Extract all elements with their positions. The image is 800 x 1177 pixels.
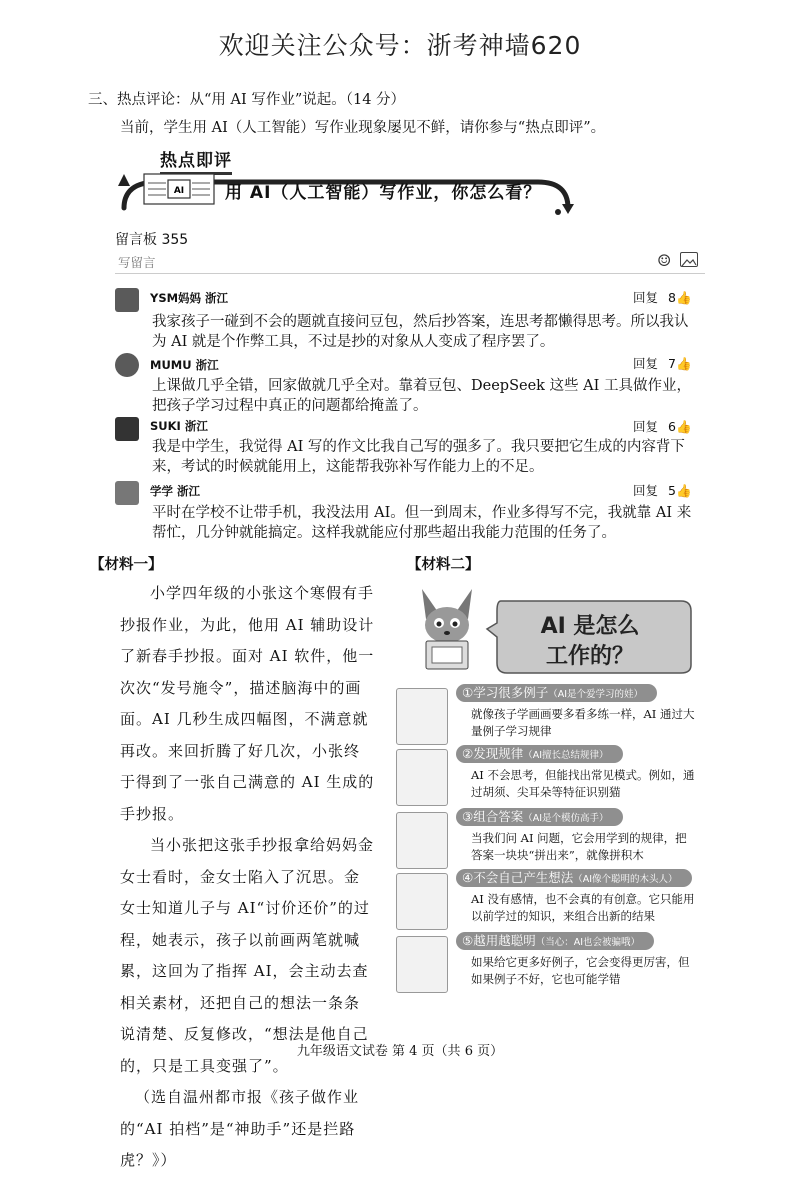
material-one-paragraph: 小学四年级的小张这个寒假有手抄报作业，为此，他用 AI 辅助设计了新春手抄报。面对 AI 软件，他一次次“发号施令”，描述脑海中的画面。AI 几秒生成四幅图，不满意就再改。来回折腾了好几次，小张终于得到了一张自己满意的 AI 生成的手抄报。 [120,584,375,823]
reply-button[interactable]: 回复 [633,419,659,434]
image-icon[interactable] [680,252,698,267]
growth-robot-icon [396,936,448,993]
question-title: 三、热点评论：从“用 AI 写作业”说起。（14 分） [88,92,406,108]
banner-question: 用 AI（人工智能）写作业，你怎么看？ [225,183,542,203]
ai-step-description: 当我们问 AI 问题，它会用学到的规律，把答案一块块“拼出来”，就像拼积木 [471,831,687,862]
watermark-text: 欢迎关注公众号：浙考神墙620 [218,31,582,60]
avatar [115,288,139,312]
avatar [115,417,139,441]
like-count: 7 [668,356,676,371]
hot-comment-label: 热点即评 [160,146,232,175]
reply-button[interactable]: 回复 [633,356,659,371]
comment-meta [633,417,692,435]
comment-user: MUMU 浙江 [150,358,219,372]
robot-idea-icon [396,873,448,930]
ai-step-heading: ⑤越用越聪明（当心：AI也会被骗哦） [456,932,654,950]
material-one-body [120,578,375,1177]
avatar [115,353,139,377]
comment-meta [633,354,692,372]
comment-text: 平时在学校不让带手机，我没法用 AI。但一到周末，作业多得写不完，我就靠 AI 来帮忙，几分钟就能搞定。这样我就能应付那些超出我能力范围的任务了。 [152,505,692,541]
ai-step-description: 如果给它更多好例子，它会变得更厉害，但如果例子不好，它也可能学错 [471,955,690,986]
comment-input-placeholder: 写留言 [118,255,156,270]
chip-label: AI [173,186,185,196]
ai-step [396,869,696,933]
ai-step [396,745,696,809]
comment-meta [633,288,692,306]
ai-step-heading: ①学习很多例子（AI是个爱学习的娃） [456,684,657,702]
board-title: 留言板 355 [115,232,189,248]
ai-step [396,808,696,872]
thumbs-up-icon[interactable]: 👍 [675,356,692,371]
like-count: 8 [668,290,676,305]
robot-icon [396,688,448,745]
ai-step [396,932,696,996]
ai-step-description: AI 没有感情，也不会真的有创意。它只能用以前学过的知识，来组合出新的结果 [471,892,695,923]
question-intro: 当前，学生用 AI（人工智能）写作业现象屡见不鲜，请你参与“热点即评”。 [120,120,606,136]
fox-mascot-icon [412,585,482,677]
comment-text: 我家孩子一碰到不会的题就直接问豆包，然后抄答案，连思考都懒得思考。所以我认为 AI 就是个作弊工具，不过是抄的对象从人变成了程序罢了。 [152,314,689,350]
like-count: 5 [668,483,676,498]
like-count: 6 [668,419,676,434]
material-one-paragraph: 当小张把这张手抄报拿给妈妈金女士看时，金女士陷入了沉思。金女士知道儿子与 AI“讨价还价”的过程，她表示，孩子以前画两笔就喊累，这回为了指挥 AI，会主动去查相关素材，还把自己的想法一条条说清楚、反复修改，“想法是他自己的，只是工具变强了”。 [120,836,375,1075]
material-one-label: 【材料一】 [90,557,163,573]
thumbs-up-icon[interactable]: 👍 [675,483,692,498]
ai-title-bubble [485,593,695,678]
magnifier-cat-icon [396,749,448,806]
reply-button[interactable]: 回复 [633,483,659,498]
comment-user: 学学 浙江 [150,484,201,498]
ai-step-description: AI 不会思考，但能找出常见模式。例如，通过胡须、尖耳朵等特征识别猫 [471,768,695,799]
ai-step-heading: ③组合答案（AI是个模仿高手） [456,808,623,826]
ai-step-heading: ④不会自己产生想法（AI像个聪明的木头人） [456,869,692,887]
ai-step [396,684,696,748]
circuit-chip-icon [144,174,214,204]
material-two-label: 【材料二】 [407,557,480,573]
comment-text: 上课做几乎全错，回家做就几乎全对。靠着豆包、DeepSeek 这些 AI 工具做作业，把孩子学习过程中真正的问题都给掩盖了。 [152,378,691,414]
ai-title-line1: AI 是怎么 [540,614,640,639]
ai-title-line2: 工作的？ [545,644,635,669]
thumbs-up-icon[interactable]: 👍 [675,290,692,305]
avatar [115,481,139,505]
thumbs-up-icon[interactable]: 👍 [675,419,692,434]
comment-text: 我是中学生，我觉得 AI 写的作文比我自己写的强多了。我只要把它生成的内容背下来，考试的时候就能用上，这能帮我弥补写作能力上的不足。 [152,439,685,475]
material-one-source: （选自温州都市报《孩子做作业的“AI 拍档”是“神助手”还是拦路虎？》） [120,1088,360,1169]
comment-input[interactable] [115,249,705,274]
page-footer: 九年级语文试卷 第 4 页（共 6 页） [296,1044,504,1059]
emoji-icon[interactable]: ☺ [657,251,672,270]
robot-question-icon [396,812,448,869]
ai-step-description: 就像孩子学画画要多看多练一样，AI 通过大量例子学习规律 [471,707,695,738]
comment-meta [633,481,692,499]
ai-step-heading: ②发现规律（AI擅长总结规律） [456,745,623,763]
comment-user: YSM妈妈 浙江 [150,291,229,305]
comment-user: SUKI 浙江 [150,419,208,433]
reply-button[interactable]: 回复 [633,290,659,305]
